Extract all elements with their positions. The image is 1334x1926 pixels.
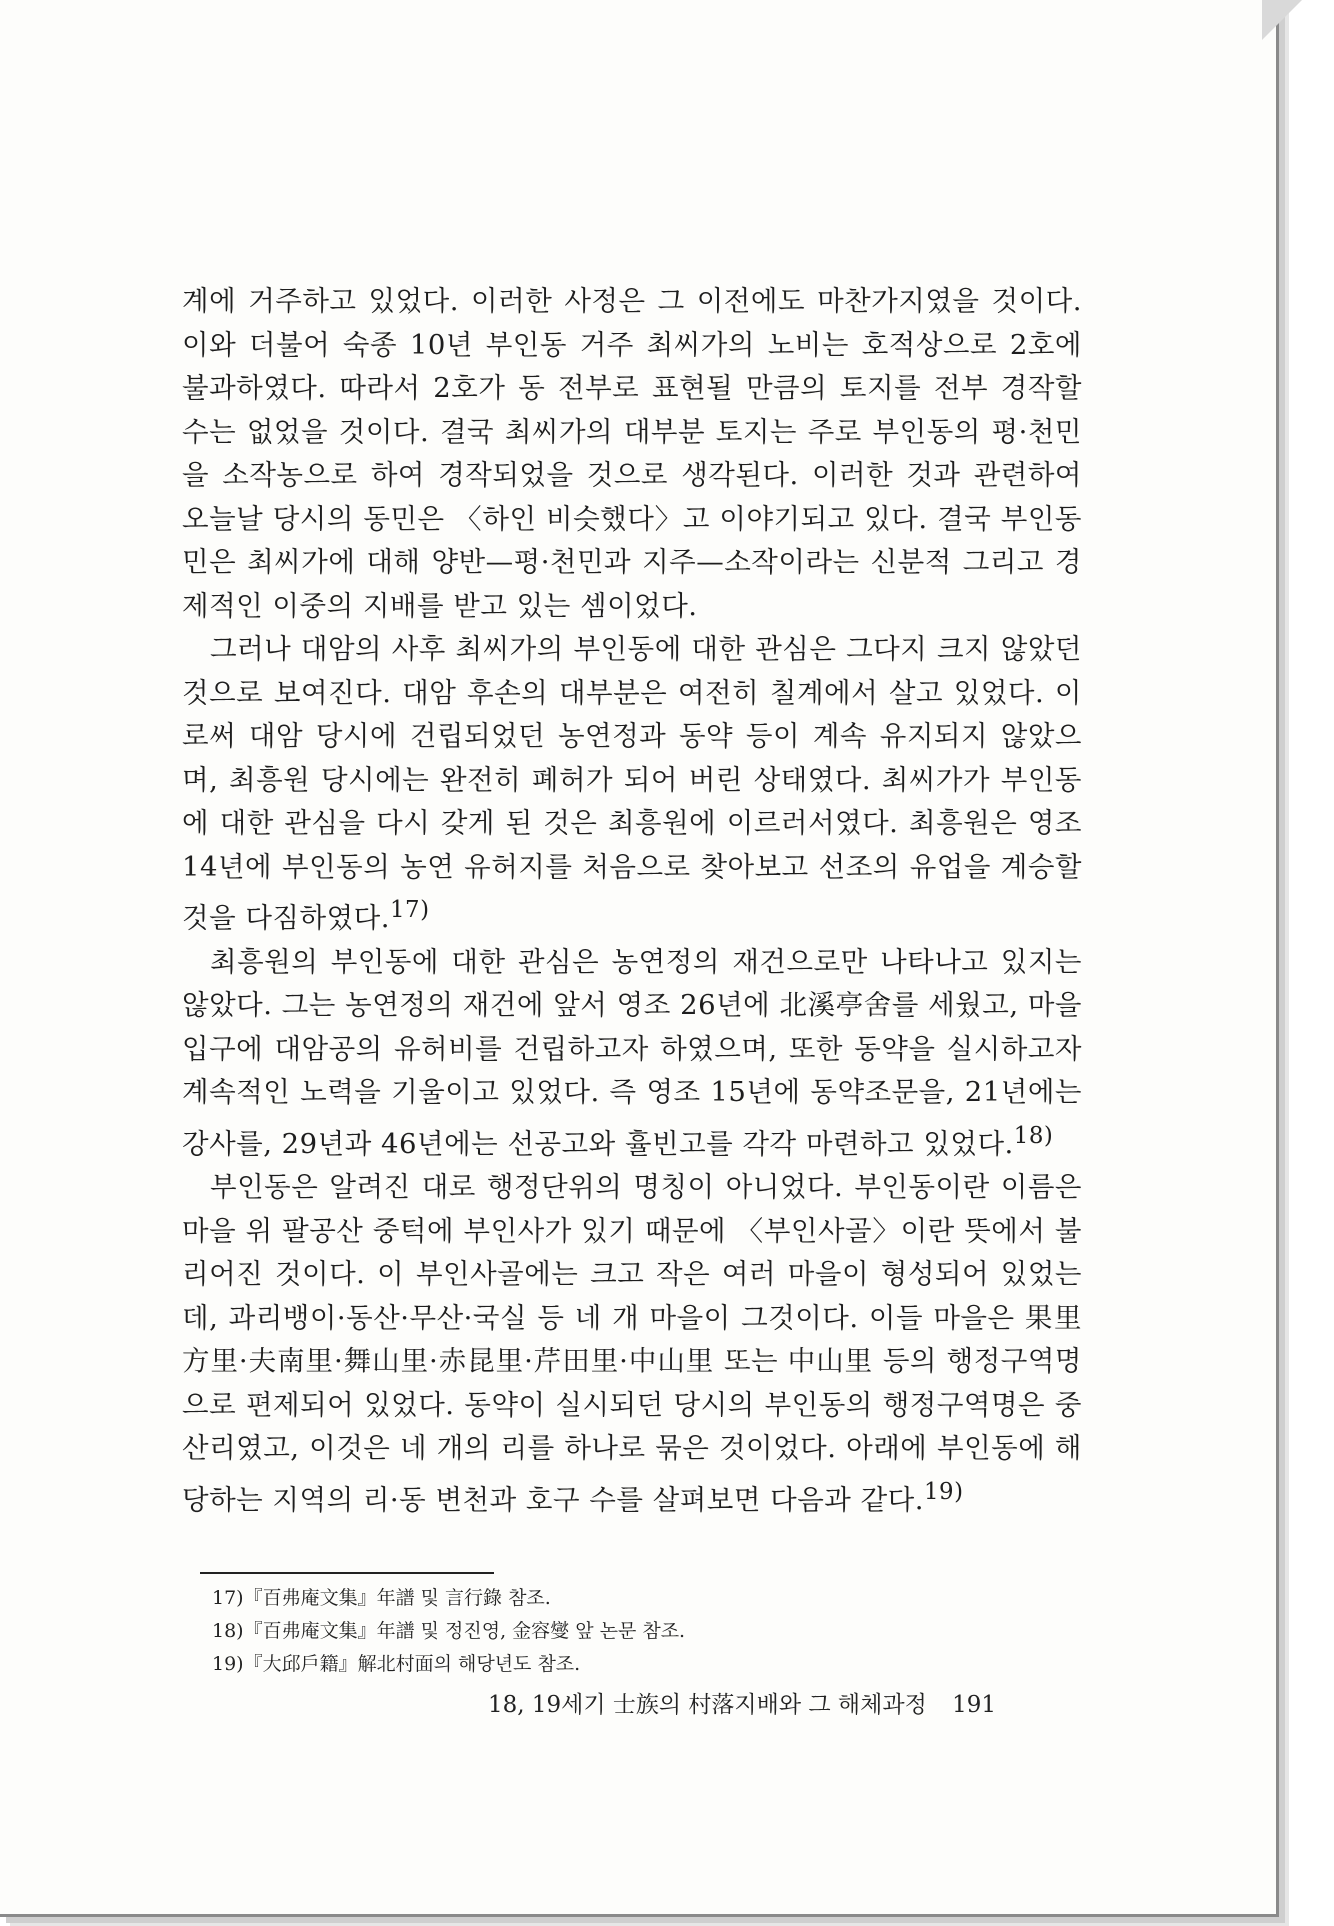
footnote-ref-18: 18) bbox=[1013, 1122, 1054, 1149]
paragraph-text: 최흥원의 부인동에 대한 관심은 농연정의 재건으로만 나타나고 있지는 않았다. 그는 농연정의 재건에 앞서 영조 26년에 北溪亭舍를 세웠고, 마을 입구에 대암공의 유허비를 건립하고자 하였으며, 또한 동약을 실시하고자 계속적인 노력을 기울이고 있었다. 즉 영조 15년에 동약조문을, 21년에는 강사를, 29년과 46년에는 선공고와 휼빈고를 각각 마련하고 있었다. bbox=[182, 945, 1082, 1160]
page-corner-fold bbox=[1262, 0, 1302, 40]
paragraph-2 bbox=[182, 628, 1082, 941]
running-title: 18, 19세기 士族의 村落지배와 그 해체과정 bbox=[488, 1692, 927, 1718]
footnote-18: 18)『百弗庵文集』年譜 및 정진영, 金容燮 앞 논문 참조. bbox=[212, 1620, 686, 1642]
footnote-19: 19)『大邱戶籍』解北村面의 해당년도 참조. bbox=[212, 1653, 581, 1675]
paragraph-1 bbox=[182, 280, 1082, 628]
body-text bbox=[182, 280, 1082, 1522]
footnote-ref-19: 19) bbox=[923, 1478, 964, 1505]
footnotes bbox=[212, 1582, 1072, 1681]
footnote-ref-17: 17) bbox=[389, 897, 430, 923]
paragraph-text: 계에 거주하고 있었다. 이러한 사정은 그 이전에도 마찬가지였을 것이다. 이와 더불어 숙종 10년 부인동 거주 최씨가의 노비는 호적상으로 2호에 불과하였다. 따라서 2호가 동 전부로 표현될 만큼의 토지를 전부 경작할 수는 없었을 것이다. 결국 최씨가의 대부분 토지는 주로 부인동의 평·천민을 소작농으로 하여 경작되었을 것으로 생각된다. 이러한 것과 관련하여 오늘날 당시의 동민은 〈하인 비슷했다〉고 이야기되고 있다. 결국 부인동민은 최씨가에 대해 양반—평·천민과 지주—소작이라는 신분적 그리고 경제적인 이중의 지배를 받고 있는 셈이었다. bbox=[182, 285, 1082, 622]
paragraph-text: 그러나 대암의 사후 최씨가의 부인동에 대한 관심은 그다지 크지 않았던 것으로 보여진다. 대암 후손의 대부분은 여전히 칠계에서 살고 있었다. 이로써 대암 당시에 건립되었던 농연정과 동약 등이 계속 유지되지 않았으며, 최흥원 당시에는 완전히 폐허가 되어 버린 상태였다. 최씨가가 부인동에 대한 관심을 다시 갖게 된 것은 최흥원에 이르러서였다. 최흥원은 영조 14년에 부인동의 농연 유허지를 처음으로 찾아보고 선조의 유업을 계승할 것을 다짐하였다. bbox=[182, 633, 1082, 935]
paragraph-3 bbox=[182, 941, 1082, 1167]
running-footer bbox=[488, 1686, 1088, 1719]
paragraph-4 bbox=[182, 1166, 1082, 1522]
footnote-divider bbox=[200, 1572, 494, 1574]
paragraph-text: 부인동은 알려진 대로 행정단위의 명칭이 아니었다. 부인동이란 이름은 마을 위 팔공산 중턱에 부인사가 있기 때문에 〈부인사골〉이란 뜻에서 불리어진 것이다. 이 부인사골에는 크고 작은 여러 마을이 형성되어 있었는데, 과리뱅이·동산·무산·국실 등 네 개 마을이 그것이다. 이들 마을은 果里方里·夫南里·舞山里·赤昆里·芹田里·中山里 또는 中山里 등의 행정구역명으로 편제되어 있었다. 동약이 실시되던 당시의 부인동의 행정구역명은 중산리였고, 이것은 네 개의 리를 하나로 묶은 것이었다. 아래에 부인동에 해당하는 지역의 리·동 변천과 호구 수를 살펴보면 다음과 같다. bbox=[182, 1171, 1082, 1516]
page-number: 191 bbox=[952, 1692, 997, 1718]
footnote-17: 17)『百弗庵文集』年譜 및 言行錄 참조. bbox=[212, 1587, 551, 1609]
